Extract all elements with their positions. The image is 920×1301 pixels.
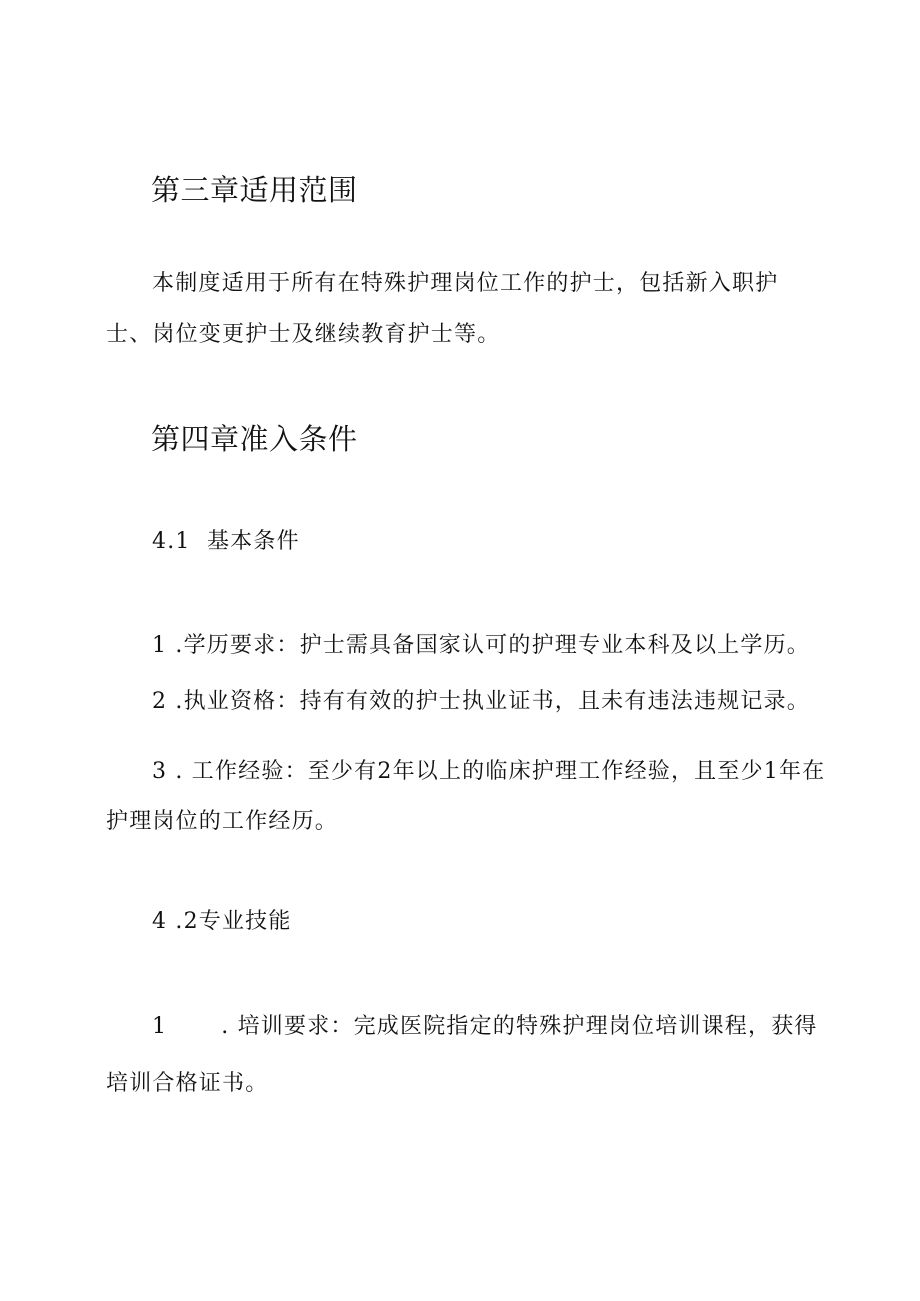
list-item-line-2: 培训合格证书。 [106, 1071, 269, 1096]
list-item-line-1: 3 . 工作经验：至少有2年以上的临床护理工作经验，且至少1年在 [152, 759, 826, 784]
section-4-1-heading: 4.1 基本条件 [152, 529, 300, 554]
section-4-2-heading: 4 .2专业技能 [152, 909, 292, 934]
list-item-text: . 培训要求：完成医院指定的特殊护理岗位培训课程，获得 [221, 1014, 818, 1039]
list-item-number: 1 [152, 1014, 168, 1039]
list-item: 2 .执业资格：持有有效的护士执业证书，且未有违法违规记录。 [152, 689, 810, 714]
chapter-3-title: 第三章适用范围 [151, 173, 358, 207]
list-item: 1 .学历要求：护士需具备国家认可的护理专业本科及以上学历。 [152, 633, 810, 658]
chapter-3-paragraph-line-1: 本制度适用于所有在特殊护理岗位工作的护士，包括新入职护 [152, 271, 779, 296]
chapter-3-paragraph-line-2: 士、岗位变更护士及继续教育护士等。 [106, 322, 501, 347]
list-item-line-1 [152, 1009, 818, 1040]
list-item-line-2: 护理岗位的工作经历。 [106, 809, 339, 834]
chapter-4-title: 第四章准入条件 [151, 422, 358, 456]
